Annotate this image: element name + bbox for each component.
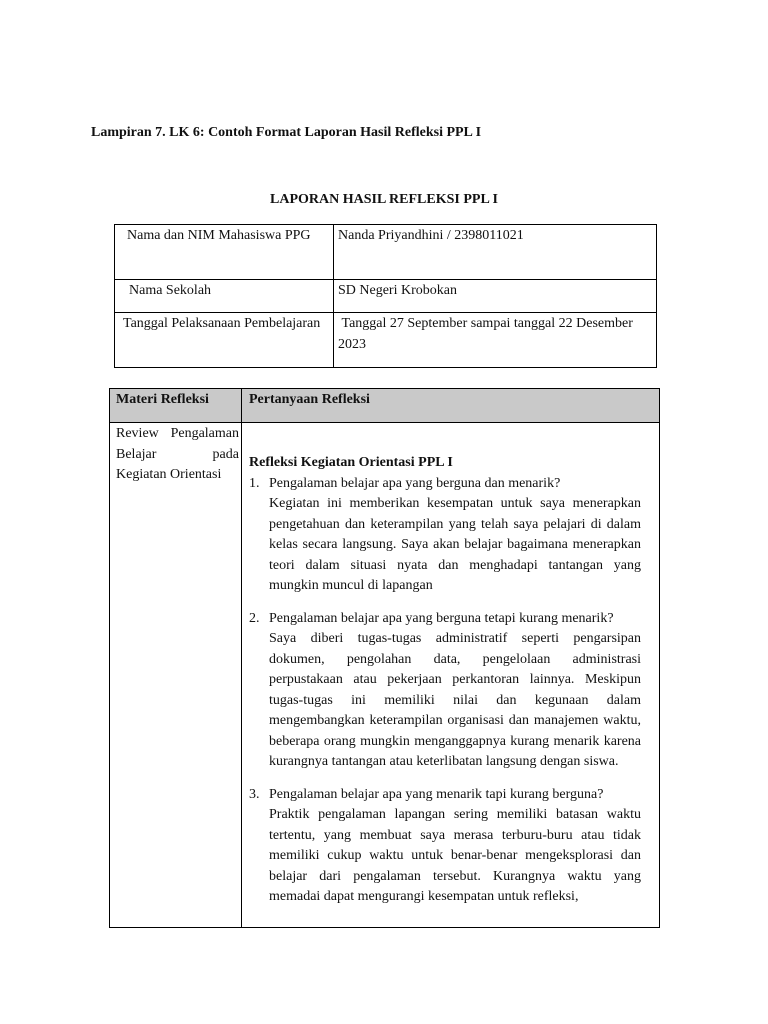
item-number: 3.: [249, 786, 260, 802]
identity-table: [114, 224, 657, 368]
identity-label: Nama Sekolah: [115, 280, 334, 313]
answer-text: Praktik pengalaman lapangan sering memiliki batasan waktu tertentu, yang membuat saya merasa terburu-buru atau tidak memiliki cukup waktu untuk benar-benar mengeksplorasi dan belajar dari pengalaman tersebut. Kurangnya waktu yang memadai dapat mengurangi kesempatan untuk refleksi,: [269, 807, 641, 904]
identity-row-school: [115, 280, 657, 313]
report-title: LAPORAN HASIL REFLEKSI PPL I: [270, 192, 498, 207]
list-item: [249, 785, 641, 908]
material-cell: Review Pengalaman Belajar pada Kegiatan Orientasi: [110, 423, 242, 928]
identity-row-student: [115, 225, 657, 280]
answer-text: Kegiatan ini memberikan kesempatan untuk saya menerapkan pengetahuan dan keterampilan yang telah saya pelajari di dalam kelas secara langsung. Saya akan belajar bagaimana menerapkan teori dalam situasi nyata dan menghadapi tantangan yang mungkin muncul di lapangan: [269, 496, 641, 593]
question-list: [249, 474, 641, 908]
reflection-table: [109, 388, 660, 928]
identity-row-date: [115, 313, 657, 368]
reflection-table-header: [110, 389, 660, 423]
question-text: Pengalaman belajar apa yang berguna tetapi kurang menarik?: [269, 610, 614, 626]
col-header-questions: Pertanyaan Refleksi: [242, 389, 660, 423]
question-text: Pengalaman belajar apa yang berguna dan menarik?: [269, 475, 561, 491]
reflection-table-row: [110, 423, 660, 928]
question-text: Pengalaman belajar apa yang menarik tapi kurang berguna?: [269, 786, 604, 802]
item-number: 1.: [249, 475, 260, 491]
identity-label: Tanggal Pelaksanaan Pembelajaran: [115, 313, 334, 368]
identity-value: Tanggal 27 September sampai tanggal 22 Desember 2023: [334, 313, 657, 368]
section-title: Refleksi Kegiatan Orientasi PPL I: [249, 455, 453, 470]
answer-text: Saya diberi tugas-tugas administratif seperti pengarsipan dokumen, pengolahan data, pengelolaan administrasi perpustakaan atau pekerjaan perkantoran lainnya. Meskipun tugas-tugas ini memiliki nilai dan kegunaan dalam mengembangkan keterampilan organisasi dan manajemen waktu, beberapa orang mungkin menganggapnya kurang menarik karena kurangnya tantangan atau keterlibatan langsung dengan siswa.: [269, 631, 641, 769]
identity-label: Nama dan NIM Mahasiswa PPG: [115, 225, 334, 280]
list-item: [249, 609, 641, 773]
identity-value: Nanda Priyandhini / 2398011021: [334, 225, 657, 280]
col-header-material: Materi Refleksi: [110, 389, 242, 423]
questions-cell: [242, 423, 660, 928]
list-item: [249, 474, 641, 597]
appendix-heading: Lampiran 7. LK 6: Contoh Format Laporan Hasil Refleksi PPL I: [91, 125, 482, 140]
identity-value: SD Negeri Krobokan: [334, 280, 657, 313]
item-number: 2.: [249, 610, 260, 626]
